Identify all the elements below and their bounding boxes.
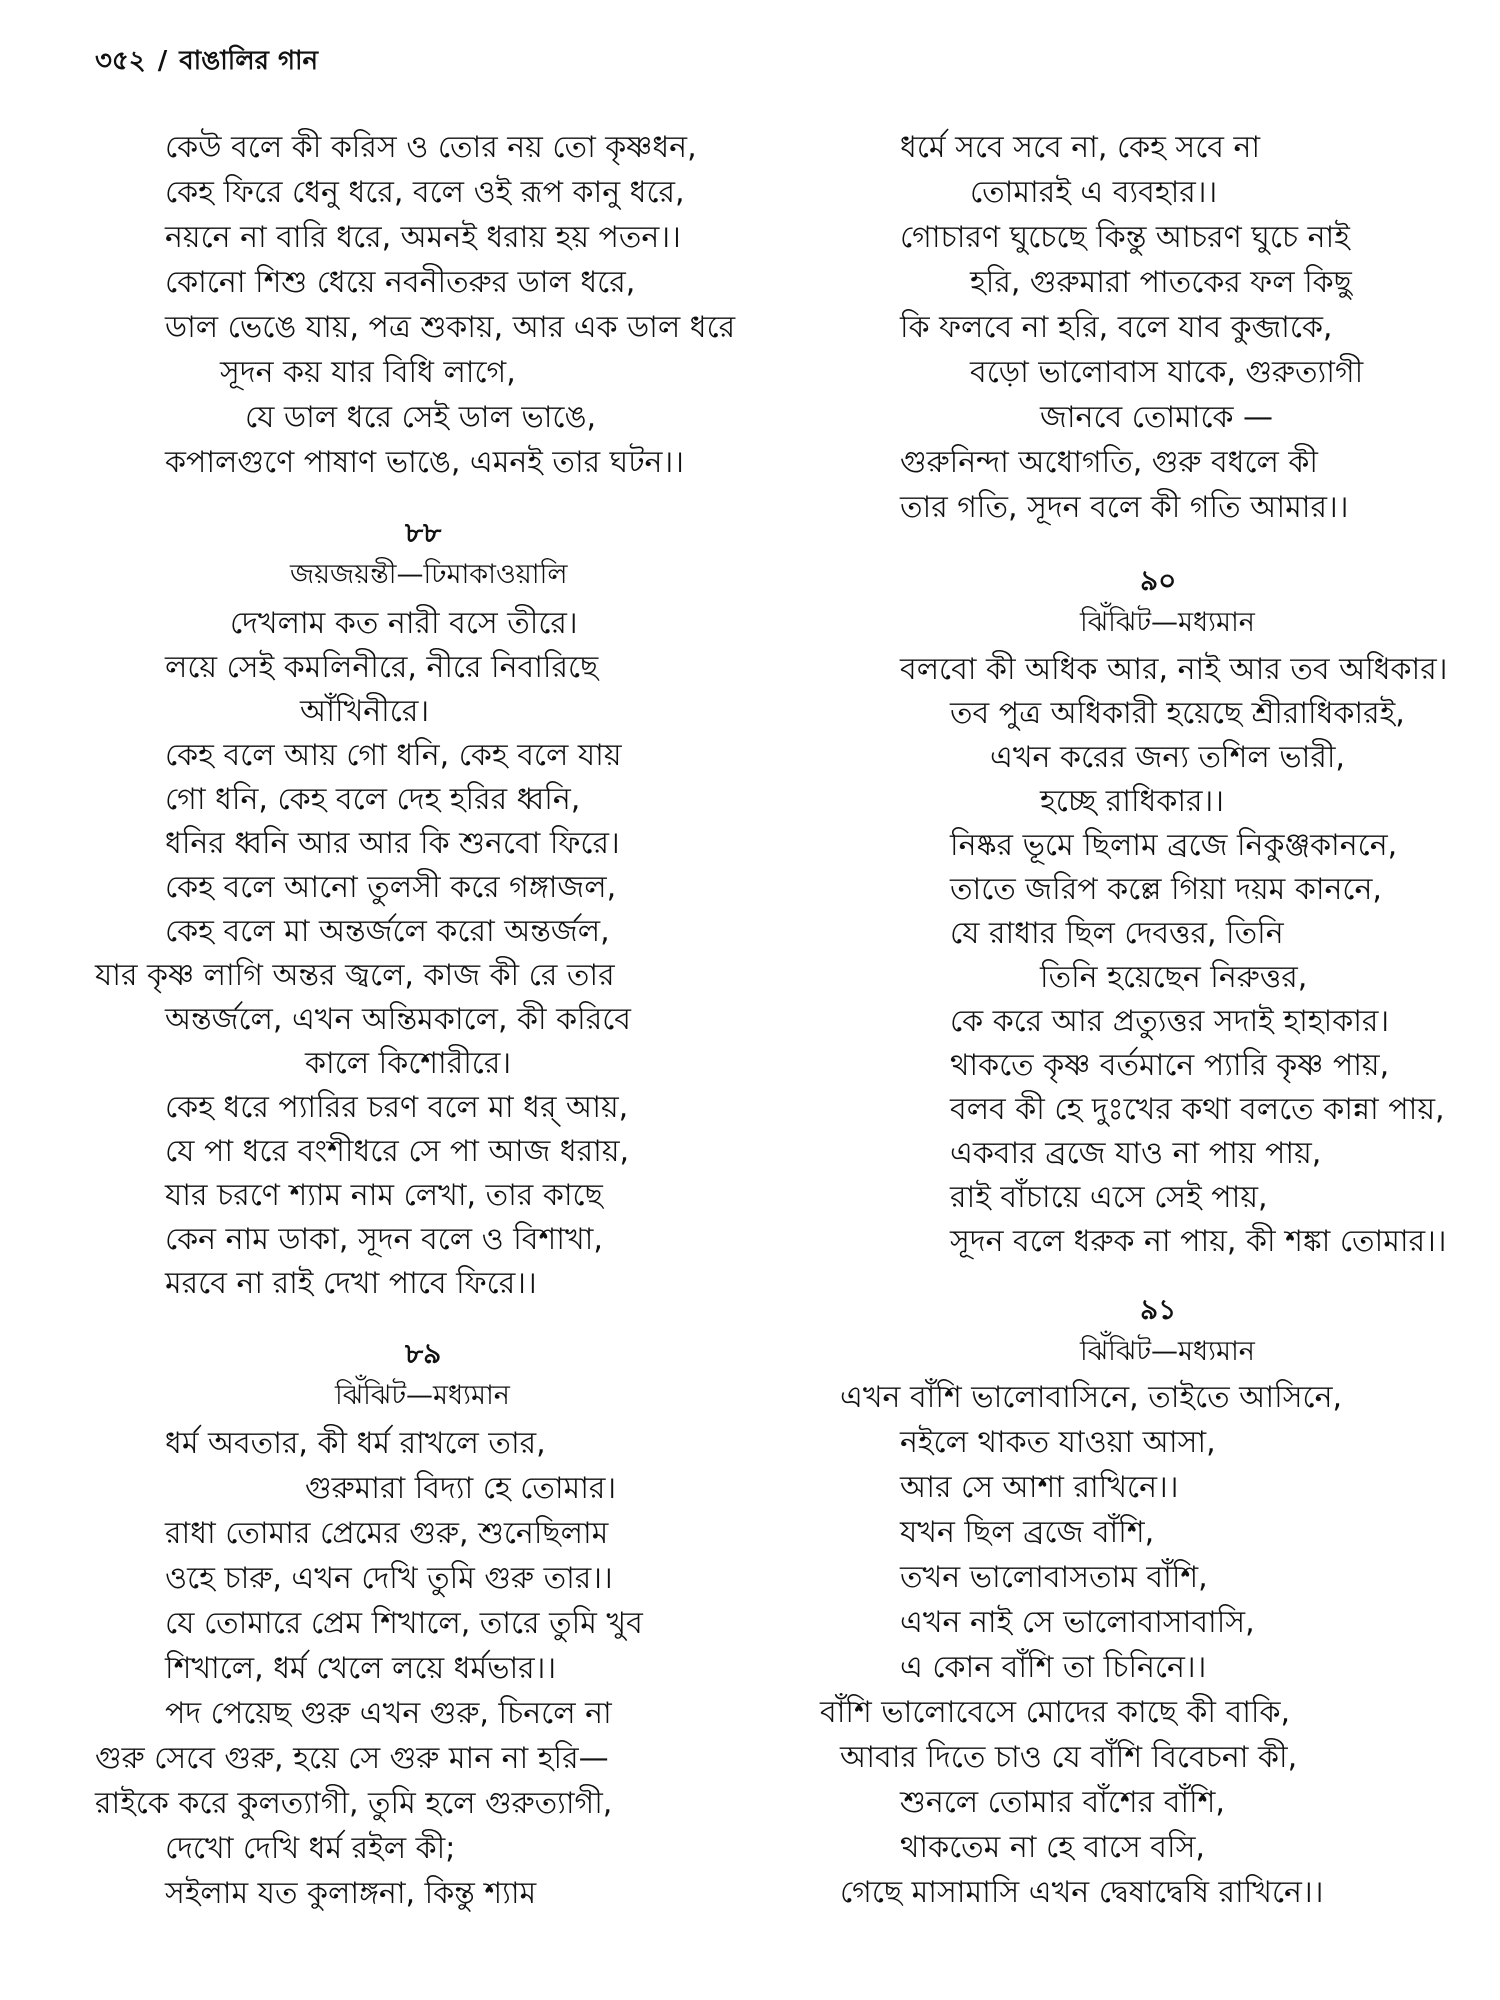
verse-line: মরবে না রাই দেখা পাবে ফিরে।। <box>165 1266 537 1301</box>
verse-line: সূদন বলে ধরুক না পায়, কী শঙ্কা তোমার।। <box>950 1224 1447 1259</box>
verse-line: আবার দিতে চাও যে বাঁশি বিবেচনা কী, <box>840 1740 1298 1775</box>
verse-line: এ কোন বাঁশি তা চিনিনে।। <box>900 1650 1207 1685</box>
raga-tala: ঝিঁঝিট—মধ্যমান <box>1080 607 1255 638</box>
verse-line: ধর্মে সবে সবে না, কেহ সবে না <box>900 130 1261 165</box>
verse-line: রাইকে করে কুলত্যাগী, তুমি হলে গুরুত্যাগী, <box>95 1786 613 1821</box>
verse-line: কেহ ধরে প্যারির চরণ বলে মা ধর্ আয়, <box>165 1090 629 1125</box>
verse-line: আঁখিনীরে। <box>300 694 430 729</box>
verse-line: রাই বাঁচায়ে এসে সেই পায়, <box>950 1180 1268 1215</box>
verse-line: হচ্ছে রাধিকার।। <box>1040 784 1224 819</box>
verse-line: গোচারণ ঘুচেছে কিন্তু আচরণ ঘুচে নাই <box>900 220 1350 255</box>
verse-line: তাতে জরিপ কল্লে গিয়া দয়ম কাননে, <box>950 872 1382 907</box>
verse-line: রাধা তোমার প্রেমের গুরু, শুনেছিলাম <box>165 1516 609 1551</box>
verse-line: কেউ বলে কী করিস ও তোর নয় তো কৃষ্ণধন, <box>165 130 697 165</box>
verse-line: কেহ ফিরে ধেনু ধরে, বলে ওই রূপ কানু ধরে, <box>165 175 685 210</box>
verse-line: এখন বাঁশি ভালোবাসিনে, তাইতে আসিনে, <box>840 1380 1343 1415</box>
verse-line: হরি, গুরুমারা পাতকের ফল কিছু <box>970 265 1352 300</box>
verse-line: ধর্ম অবতার, কী ধর্ম রাখলে তার, <box>165 1426 546 1461</box>
verse-line: তোমারই এ ব্যবহার।। <box>970 175 1218 210</box>
verse-line: ধনির ধ্বনি আর আর কি শুনবো ফিরে। <box>165 826 620 861</box>
verse-line: কেহ বলে আয় গো ধনি, কেহ বলে যায় <box>165 738 622 773</box>
verse-line: তিনি হয়েছেন নিরুত্তর, <box>1040 960 1308 995</box>
verse-line: তব পুত্র অধিকারী হয়েছে শ্রীরাধিকারই, <box>950 696 1405 731</box>
page-number: ৩৫২ <box>95 46 146 76</box>
verse-line: কপালগুণে পাষাণ ভাঙে, এমনই তার ঘটন।। <box>165 445 684 480</box>
verse-line: বাঁশি ভালোবেসে মোদের কাছে কী বাকি, <box>820 1695 1291 1730</box>
verse-line: গেছে মাসামাসি এখন দ্বেষাদ্বেষি রাখিনে।। <box>840 1875 1324 1910</box>
verse-line: যখন ছিল ব্রজে বাঁশি, <box>900 1515 1155 1550</box>
verse-line: গুরুমারা বিদ্যা হে তোমার। <box>305 1471 617 1506</box>
verse-line: দেখলাম কত নারী বসে তীরে। <box>230 606 578 641</box>
verse-line: লয়ে সেই কমলিনীরে, নীরে নিবারিছে <box>165 650 599 685</box>
page-header <box>95 40 318 84</box>
verse-line: নয়নে না বারি ধরে, অমনই ধরায় হয় পতন।। <box>165 220 681 255</box>
verse-line: ওহে চারু, এখন দেখি তুমি গুরু তার।। <box>165 1561 613 1596</box>
header-separator: / <box>157 46 168 76</box>
verse-line: কে করে আর প্রত্যুত্তর সদাই হাহাকার। <box>950 1004 1390 1039</box>
verse-line: নিষ্কর ভূমে ছিলাম ব্রজে নিকুঞ্জকাননে, <box>950 828 1398 863</box>
verse-line: কি ফলবে না হরি, বলে যাব কুব্জাকে, <box>900 310 1333 345</box>
song-number: ৯০ <box>1140 564 1177 597</box>
verse-line: ডাল ভেঙে যায়, পত্র শুকায়, আর এক ডাল ধরে <box>165 310 736 345</box>
verse-line: যে তোমারে প্রেম শিখালে, তারে তুমি খুব <box>165 1606 643 1641</box>
verse-line: সূদন কয় যার বিধি লাগে, <box>220 355 516 390</box>
raga-tala: ঝিঁঝিট—মধ্যমান <box>1080 1336 1255 1367</box>
verse-line: দেখো দেখি ধর্ম রইল কী; <box>165 1831 456 1866</box>
verse-line: তার গতি, সূদন বলে কী গতি আমার।। <box>900 490 1349 525</box>
verse-line: যে ডাল ধরে সেই ডাল ভাঙে, <box>245 400 597 435</box>
verse-line: যার কৃষ্ণ লাগি অন্তর জ্বলে, কাজ কী রে তার <box>95 958 615 993</box>
raga-tala: জয়জয়ন্তী—ঢিমাকাওয়ালি <box>290 559 568 590</box>
verse-line: গো ধনি, কেহ বলে দেহ হরির ধ্বনি, <box>165 782 581 817</box>
verse-line: বলব কী হে দুঃখের কথা বলতে কান্না পায়, <box>950 1092 1445 1127</box>
verse-line: পদ পেয়েছ গুরু এখন গুরু, চিনলে না <box>165 1696 612 1731</box>
song-number: ৮৮ <box>405 516 442 549</box>
verse-line: কালে কিশোরীরে। <box>305 1046 512 1081</box>
verse-line: শুনলে তোমার বাঁশের বাঁশি, <box>900 1785 1225 1820</box>
verse-line: গুরুনিন্দা অধোগতি, গুরু বধলে কী <box>900 445 1318 480</box>
verse-line: আর সে আশা রাখিনে।। <box>900 1470 1179 1505</box>
song-number: ৮৯ <box>405 1337 442 1370</box>
verse-line: সইলাম যত কুলাঙ্গনা, কিন্তু শ্যাম <box>165 1876 537 1911</box>
verse-line: এখন করের জন্য তশিল ভারী, <box>990 740 1345 775</box>
verse-line: কেহ বলে আনো তুলসী করে গঙ্গাজল, <box>165 870 617 905</box>
verse-line: কেহ বলে মা অন্তর্জলে করো অন্তর্জল, <box>165 914 610 949</box>
verse-line: থাকতেম না হে বাসে বসি, <box>900 1830 1205 1865</box>
verse-line: একবার ব্রজে যাও না পায় পায়, <box>950 1136 1322 1171</box>
verse-line: অন্তর্জলে, এখন অন্তিমকালে, কী করিবে <box>165 1002 631 1037</box>
verse-line: জানবে তোমাকে — <box>1040 400 1274 435</box>
raga-tala: ঝিঁঝিট—মধ্যমান <box>335 1380 510 1411</box>
verse-line: যে রাধার ছিল দেবত্তর, তিনি <box>950 916 1284 951</box>
verse-line: শিখালে, ধর্ম খেলে লয়ে ধর্মভার।। <box>165 1651 557 1686</box>
verse-line: নইলে থাকত যাওয়া আসা, <box>900 1425 1216 1460</box>
verse-line: কোনো শিশু ধেয়ে নবনীতরুর ডাল ধরে, <box>165 265 636 300</box>
verse-line: তখন ভালোবাসতাম বাঁশি, <box>900 1560 1208 1595</box>
verse-line: বড়ো ভালোবাস যাকে, গুরুত্যাগী <box>970 355 1364 390</box>
verse-line: বলবো কী অধিক আর, নাই আর তব অধিকার। <box>900 652 1448 687</box>
book-title: বাঙালির গান <box>179 46 319 76</box>
verse-line: থাকতে কৃষ্ণ বর্তমানে প্যারি কৃষ্ণ পায়, <box>950 1048 1390 1083</box>
verse-line: যে পা ধরে বংশীধরে সে পা আজ ধরায়, <box>165 1134 630 1169</box>
verse-line: গুরু সেবে গুরু, হয়ে সে গুরু মান না হরি— <box>95 1741 609 1776</box>
verse-line: যার চরণে শ্যাম নাম লেখা, তার কাছে <box>165 1178 603 1213</box>
verse-line: এখন নাই সে ভালোবাসাবাসি, <box>900 1605 1255 1640</box>
verse-line: কেন নাম ডাকা, সূদন বলে ও বিশাখা, <box>165 1222 603 1257</box>
song-number: ৯১ <box>1140 1293 1177 1326</box>
